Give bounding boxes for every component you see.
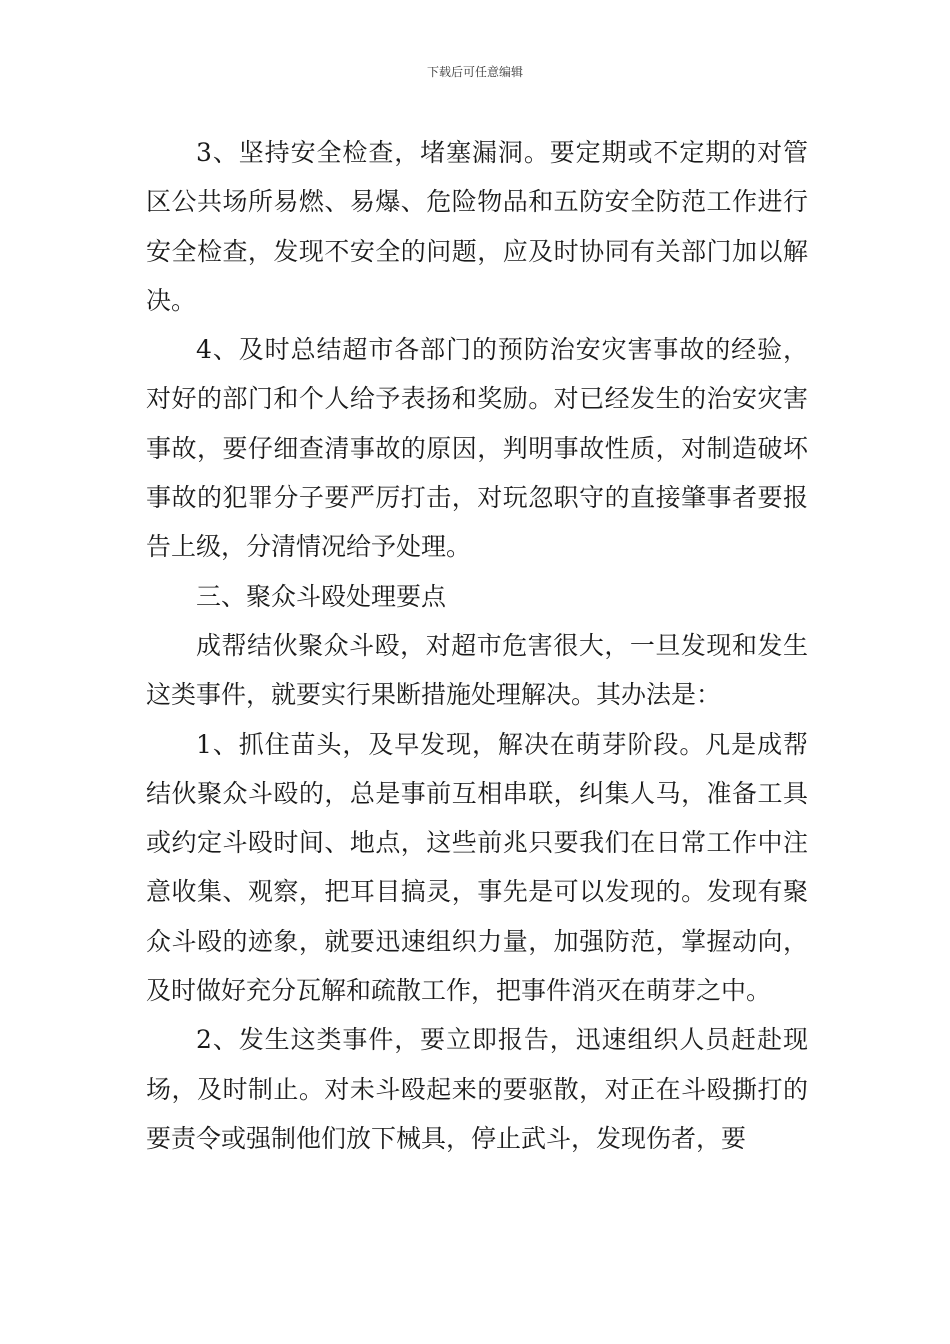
section-heading-brawl-handling: 三、聚众斗殴处理要点 <box>196 581 447 611</box>
paragraph-early-detection: 1、抓住苗头，及早发现，解决在萌芽阶段。凡是成帮结伙聚众斗殴的，总是事前互相串联，纠集人马，准备工具或约定斗殴时间、地点，这些前兆只要我们在日常工作中注意收集、观察，把耳目搞灵，事先是可以发现的。发现有聚众斗殴的迹象，就要迅速组织力量，加强防范，掌握动向，及时做好充分瓦解和疏散工作，把事件消灭在萌芽之中。 <box>146 729 808 1006</box>
paragraph-immediate-report: 2、发生这类事件，要立即报告，迅速组织人员赶赴现场，及时制止。对未斗殴起来的要驱散，对正在斗殴撕打的要责令或强制他们放下械具，停止武斗，发现伤者，要 <box>146 1025 808 1153</box>
document-body <box>146 128 808 1163</box>
page-header: 下载后可任意编辑 <box>426 65 523 79</box>
paragraph-experience-summary: 4、及时总结超市各部门的预防治安灾害事故的经验，对好的部门和个人给予表扬和奖励。对已经发生的治安灾害事故，要仔细查清事故的原因，判明事故性质，对制造破坏事故的犯罪分子要严厉打击，对玩忽职守的直接肇事者要报告上级，分清情况给予处理。 <box>146 335 808 562</box>
paragraph-brawl-intro: 成帮结伙聚众斗殴，对超市危害很大，一旦发现和发生这类事件，就要实行果断措施处理解决。其办法是： <box>146 630 808 710</box>
paragraph-safety-inspection: 3、坚持安全检查，堵塞漏洞。要定期或不定期的对管区公共场所易燃、易爆、危险物品和五防安全防范工作进行安全检查，发现不安全的问题，应及时协同有关部门加以解决。 <box>146 138 808 315</box>
